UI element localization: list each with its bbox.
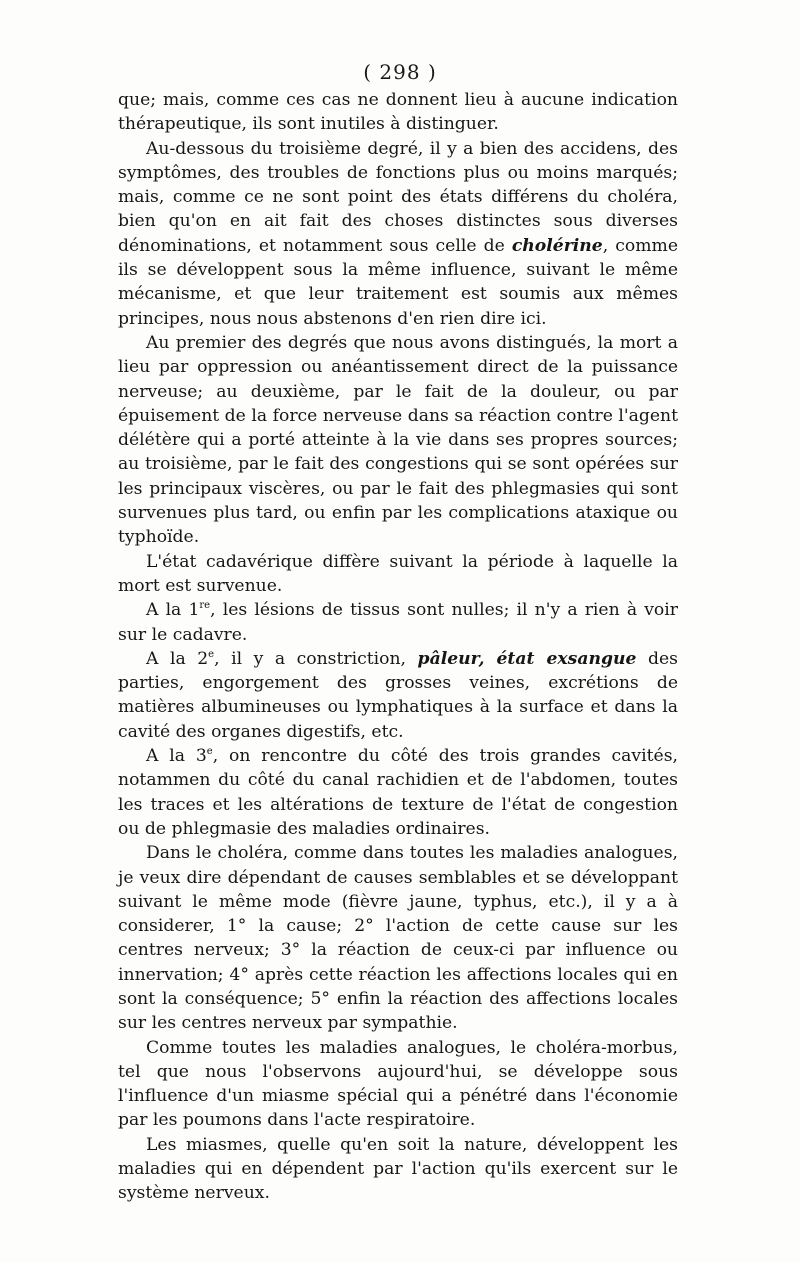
paragraph-5 [118,598,678,647]
paragraph-6 [118,647,678,744]
paragraph-5-superscript: re [199,600,211,612]
paragraph-2-text-b: , comme ils se développent sous la même influence, suivant le même mécanisme, et que leur traitement est soumis aux mêmes principes, nous nous abstenons d'en rien dire ici. [118,235,678,329]
paragraph-2-text-a: Au-dessous du troisième degré, il y a bien des accidens, des symptômes, des troubles de fonctions plus ou moins marqués; mais, comme ce ne sont point des états différens du choléra, bien qu'on en ait fait des choses distinctes sous diverses dénominations, et notamment sous celle de [118,138,678,256]
paragraph-4: L'état cadavérique diffère suivant la période à laquelle la mort est survenue. [118,551,678,596]
paragraph-3: Au premier des degrés que nous avons distingués, la mort a lieu par oppression ou anéantissement direct de la puissance nerveuse; au deuxième, par le fait de la douleur, ou par épuisement de la force nerveuse dans sa réaction contre l'agent délétère qui a porté atteinte à la vie dans ses propres sources; au troisième, par le fait des congestions qui se sont opérées sur les principaux viscères, ou par le fait des phlegmasies qui sont survenues plus tard, ou enfin par les complications ataxique ou typhoïde. [118,332,678,548]
paragraph-2 [118,137,678,331]
paragraph-7-superscript: e [206,746,213,758]
paragraph-7-prefix: A la 3 [146,746,207,767]
paragraph-7 [118,744,678,841]
paragraph-2-italic: cholérine [511,235,603,256]
paragraph-10: Les miasmes, quelle qu'en soit la nature, développent les maladies qui en dépendent par l'action qu'ils exercent sur le système nerveux. [118,1134,678,1204]
paragraph-1: que; mais, comme ces cas ne donnent lieu à aucune indication thérapeutique, ils sont inutiles à distinguer. [118,90,678,135]
paragraph-6-text-b: des parties, engorgement des grosses veines, excrétions de matières albumineuses ou lymphatiques à la surface et dans la cavité des organes digestifs, etc. [118,648,678,742]
paragraph-6-text-a: , il y a constriction, [214,648,418,669]
paragraph-9: Comme toutes les maladies analogues, le choléra-morbus, tel que nous l'observons aujourd'hui, se développe sous l'influence d'un miasme spécial qui a pénétré dans l'économie par les poumons dans l'acte respiratoire. [118,1037,678,1131]
paragraph-6-prefix: A la 2 [146,648,209,669]
page-number: ( 298 ) [363,60,437,84]
paragraph-8: Dans le choléra, comme dans toutes les maladies analogues, je veux dire dépendant de causes semblables et se développant suivant le même mode (fièvre jaune, typhus, etc.), il y a à considerer, 1° la cause; 2° l'action de cette cause sur les centres nerveux; 3° la réaction de ceux-ci par influence ou innervation; 4° après cette réaction les affections locales qui en sont la conséquence; 5° enfin la réaction des affections locales sur les centres nerveux par sympathie. [118,843,678,1034]
paragraph-5-prefix: A la 1 [146,600,200,621]
paragraph-6-italic: pâleur, état exsangue [417,648,637,669]
body-text [118,88,678,1206]
paragraph-6-superscript: e [208,648,215,660]
paragraph-7-text: , on rencontre du côté des trois grandes cavités, notammen du côté du canal rachidien et de l'abdomen, toutes les traces et les altérations de texture de l'état de congestion ou de phlegmasie des maladies ordinaires. [118,746,678,839]
paragraph-5-text: , les lésions de tissus sont nulles; il n'y a rien à voir sur le cadavre. [118,600,678,645]
